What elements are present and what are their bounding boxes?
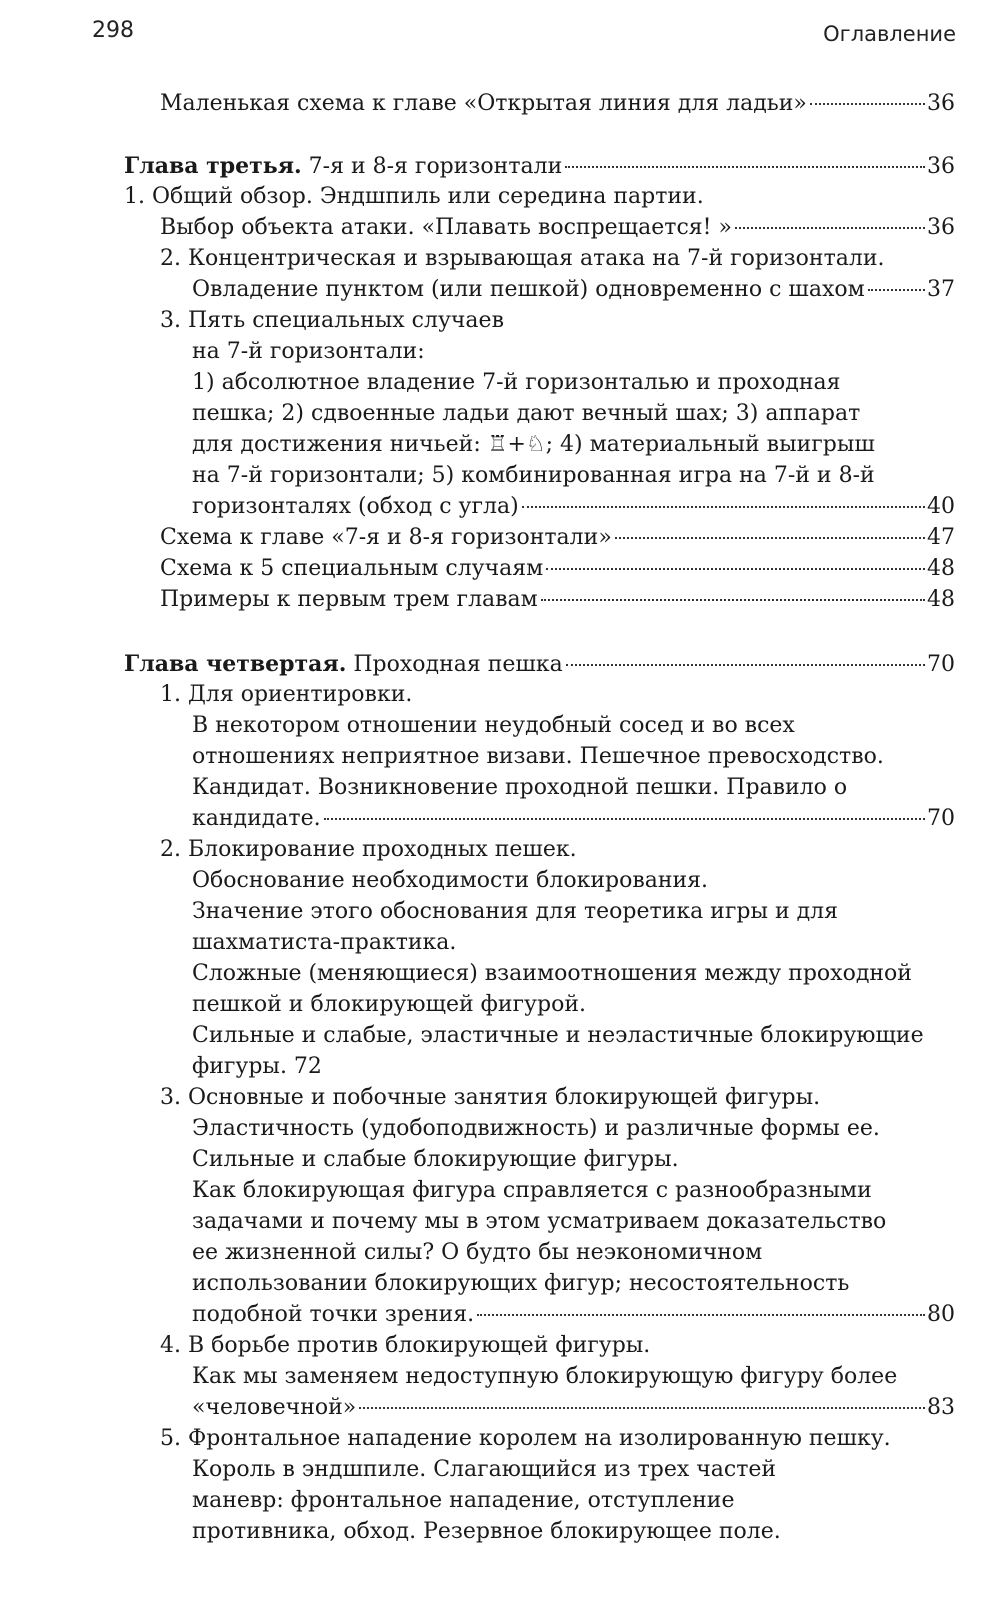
toc-line: 1. Для ориентировки. [160,682,413,707]
toc-line: Сложные (меняющиеся) взаимоотношения между проходной [192,961,912,986]
toc-page-ref: 83 [927,1395,955,1420]
toc-line: Значение этого обоснования для теоретика игры и для [192,899,839,924]
leader-dots [359,1406,925,1409]
toc-page-ref: 48 [927,587,955,612]
toc-entry-text: Выбор объекта атаки. «Плавать воспрещается! » [160,215,732,240]
toc-entry-text: подобной точки зрения. [192,1302,475,1327]
leader-dots [615,536,925,539]
toc-line-text: ; 4) материальный выигрыш [545,432,875,457]
toc-page-ref: 36 [927,215,955,240]
leader-dots [541,598,925,601]
toc-page-ref: 40 [927,494,955,519]
toc-line: Сильные и слабые блокирующие фигуры. [192,1147,679,1172]
toc-line: Кандидат. Возникновение проходной пешки. Правило о [192,775,848,800]
toc-line: использовании блокирующих фигур; несостоятельность [192,1271,850,1296]
page-number: 298 [92,18,134,43]
toc-line: 3. Пять специальных случаев [160,308,504,333]
toc-line-text: для достижения ничьей: [192,432,488,457]
toc-page-ref: 80 [927,1302,955,1327]
chapter-title [124,150,562,183]
toc-line: 2. Блокирование проходных пешек. [160,837,577,862]
toc-entry-text: Схема к 5 специальным случаям [160,556,544,581]
toc-line: 4. В борьбе против блокирующей фигуры. [160,1333,651,1358]
toc-entry-text: Примеры к первым трем главам [160,587,538,612]
toc-entry [192,274,955,306]
leader-dots [477,1313,925,1316]
chapter-name: 7-я и 8-я горизонтали [301,154,563,179]
toc-line: отношениях неприятное визави. Пешечное превосходство. [192,744,884,769]
chapter-label: Глава третья. [124,153,302,179]
knight-icon: ♘ [525,432,546,457]
toc-line [192,429,955,461]
toc-line: Обоснование необходимости блокирования. [192,868,709,893]
toc-line: пешкой и блокирующей фигурой. [192,992,586,1017]
toc-line: на 7-й горизонтали; 5) комбинированная игра на 7-й и 8-й [192,463,875,488]
toc-entry-text: Схема к главе «7-я и 8-я горизонтали» [160,525,612,550]
chapter-heading [124,648,955,680]
chapter-name: Проходная пешка [346,652,563,677]
toc-entry-text: Овладение пунктом (или пешкой) одновременно с шахом [192,277,865,302]
toc-line: 1. Общий обзор. Эндшпиль или середина партии. [124,184,704,209]
chapter-label: Глава четвертая. [124,651,347,677]
toc-page-ref: 36 [927,154,955,179]
toc-page-ref: 37 [927,277,955,302]
toc-line: 2. Концентрическая и взрывающая атака на 7-й горизонтали. [160,246,885,271]
toc-entry [192,1299,955,1331]
chapter-heading [124,150,955,182]
toc-entry [160,212,955,244]
toc-entry-text: горизонталях (обход с угла) [192,494,519,519]
leader-dots [565,165,925,168]
leader-dots [868,288,925,291]
leader-dots [324,817,925,820]
toc-line: противника, обход. Резервное блокирующее поле. [192,1519,781,1544]
toc-line: Сильные и слабые, эластичные и неэластичные блокирующие [192,1023,924,1048]
toc-line: 1) абсолютное владение 7-й горизонталью и проходная [192,370,841,395]
toc-line: Эластичность (удобоподвижность) и различные формы ее. [192,1116,880,1141]
toc-line: Как блокирующая фигура справляется с разнообразными [192,1178,872,1203]
leader-dots [735,226,925,229]
toc-page-ref: 47 [927,525,955,550]
toc-line: фигуры. 72 [192,1054,322,1079]
leader-dots [546,567,925,570]
toc-line: шахматиста-практика. [192,930,457,955]
toc-line: на 7-й горизонтали: [192,339,425,364]
rook-icon: ♖ [487,432,508,457]
toc-page-ref: 70 [927,652,955,677]
plus-sign: + [507,432,526,457]
toc-line: задачами и почему мы в этом усматриваем доказательство [192,1209,887,1234]
toc-page-ref: 48 [927,556,955,581]
leader-dots [566,663,925,666]
toc-entry [192,1392,955,1424]
toc-entry [160,553,955,585]
toc-line: 3. Основные и побочные занятия блокирующей фигуры. [160,1085,821,1110]
leader-dots [810,102,925,105]
toc-entry-text: «человечной» [192,1395,357,1420]
toc-line: пешка; 2) сдвоенные ладьи дают вечный шах; 3) аппарат [192,401,861,426]
toc-entry-text: кандидате. [192,806,321,831]
toc-entry-text: Маленькая схема к главе «Открытая линия для ладьи» [160,91,807,116]
toc-line: Король в эндшпиле. Слагающийся из трех частей [192,1457,777,1482]
toc-entry [160,88,955,120]
toc-line: В некотором отношении неудобный сосед и во всех [192,713,795,738]
toc-line: 5. Фронтальное нападение королем на изолированную пешку. [160,1426,891,1451]
toc-page-ref: 36 [927,91,955,116]
toc-entry [160,522,955,554]
toc-entry [192,491,955,523]
toc-page-ref: 70 [927,806,955,831]
toc-line: Как мы заменяем недоступную блокирующую фигуру более [192,1364,898,1389]
toc-entry [192,803,955,835]
leader-dots [522,505,925,508]
toc-line: маневр: фронтальное нападение, отступление [192,1488,735,1513]
chapter-title [124,648,563,681]
toc-line: ее жизненной силы? О будто бы неэкономичном [192,1240,763,1265]
running-head: Оглавление [823,22,956,46]
toc-entry [160,584,955,616]
